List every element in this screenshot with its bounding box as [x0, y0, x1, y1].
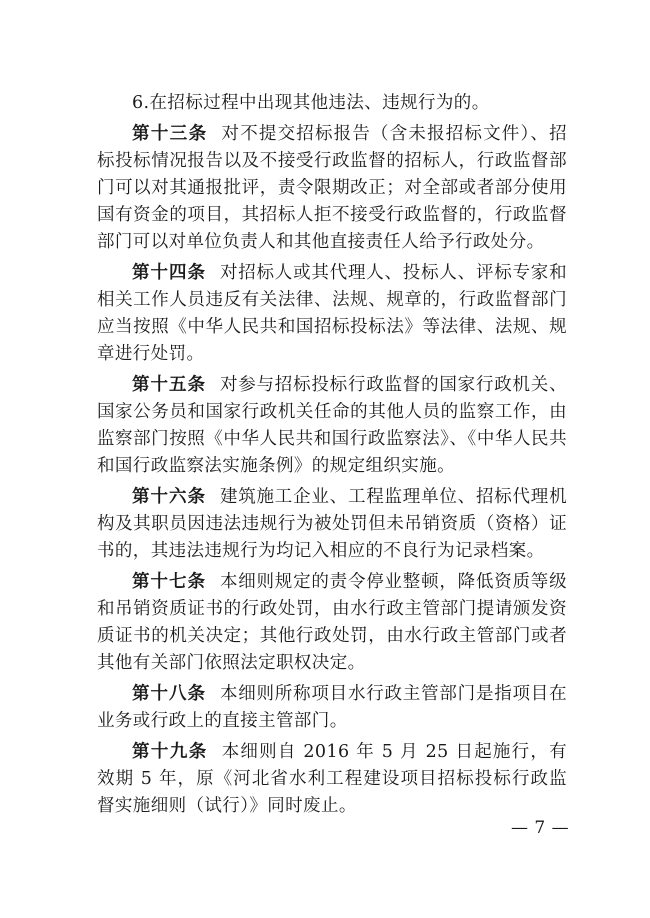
- page-number: — 7 —: [511, 818, 570, 838]
- paragraph-item-6: [97, 90, 567, 117]
- article-heading: 第十九条: [132, 742, 208, 762]
- article-15: [97, 372, 567, 480]
- article-heading: 第十五条: [132, 375, 206, 395]
- article-14: [97, 260, 567, 368]
- article-heading: 第十七条: [132, 572, 206, 592]
- article-heading: 第十三条: [132, 124, 208, 144]
- article-text: 本细则所称项目水行政主管部门是指项目在业务或行政上的直接主管部门。: [97, 684, 567, 731]
- article-text: 对不提交招标报告（含未报招标文件）、招标投标情况报告以及不接受行政监督的招标人，行政监督部门可以对其通报批评，责令限期改正；对全部或者部分使用国有资金的项目，其招标人拒不接受行政监督的，行政监督部门可以对单位负责人和其他直接责任人给予行政处分。: [97, 124, 567, 252]
- article-18: [97, 681, 567, 735]
- article-19: [97, 739, 567, 820]
- document-body: [97, 90, 567, 824]
- paragraph-text: 6.在招标过程中出现其他违法、违规行为的。: [132, 93, 490, 113]
- article-17: [97, 569, 567, 677]
- article-text: 对参与招标投标行政监督的国家行政机关、国家公务员和国家行政机关任命的其他人员的监察工作，由监察部门按照《中华人民共和国行政监察法》、《中华人民共和国行政监察法实施条例》的规定组织实施。: [97, 375, 567, 476]
- article-text: 对招标人或其代理人、投标人、评标专家和相关工作人员违反有关法律、法规、规章的，行政监督部门应当按照《中华人民共和国招标投标法》等法律、法规、规章进行处罚。: [97, 263, 567, 364]
- article-heading: 第十八条: [132, 684, 206, 704]
- article-13: [97, 121, 567, 256]
- article-text: 建筑施工企业、工程监理单位、招标代理机构及其职员因违法违规行为被处罚但未吊销资质（资格）证书的，其违法违规行为均记入相应的不良行为记录档案。: [97, 487, 567, 561]
- article-heading: 第十四条: [132, 263, 206, 283]
- article-text: 本细则自 2016 年 5 月 25 日起施行，有效期 5 年，原《河北省水利工程建设项目招标投标行政监督实施细则（试行）》同时废止。: [97, 742, 567, 816]
- article-text: 本细则规定的责令停业整顿，降低资质等级和吊销资质证书的行政处罚，由水行政主管部门提请颁发资质证书的机关决定；其他行政处罚，由水行政主管部门或者其他有关部门依照法定职权决定。: [97, 572, 567, 673]
- article-16: [97, 484, 567, 565]
- article-heading: 第十六条: [132, 487, 206, 507]
